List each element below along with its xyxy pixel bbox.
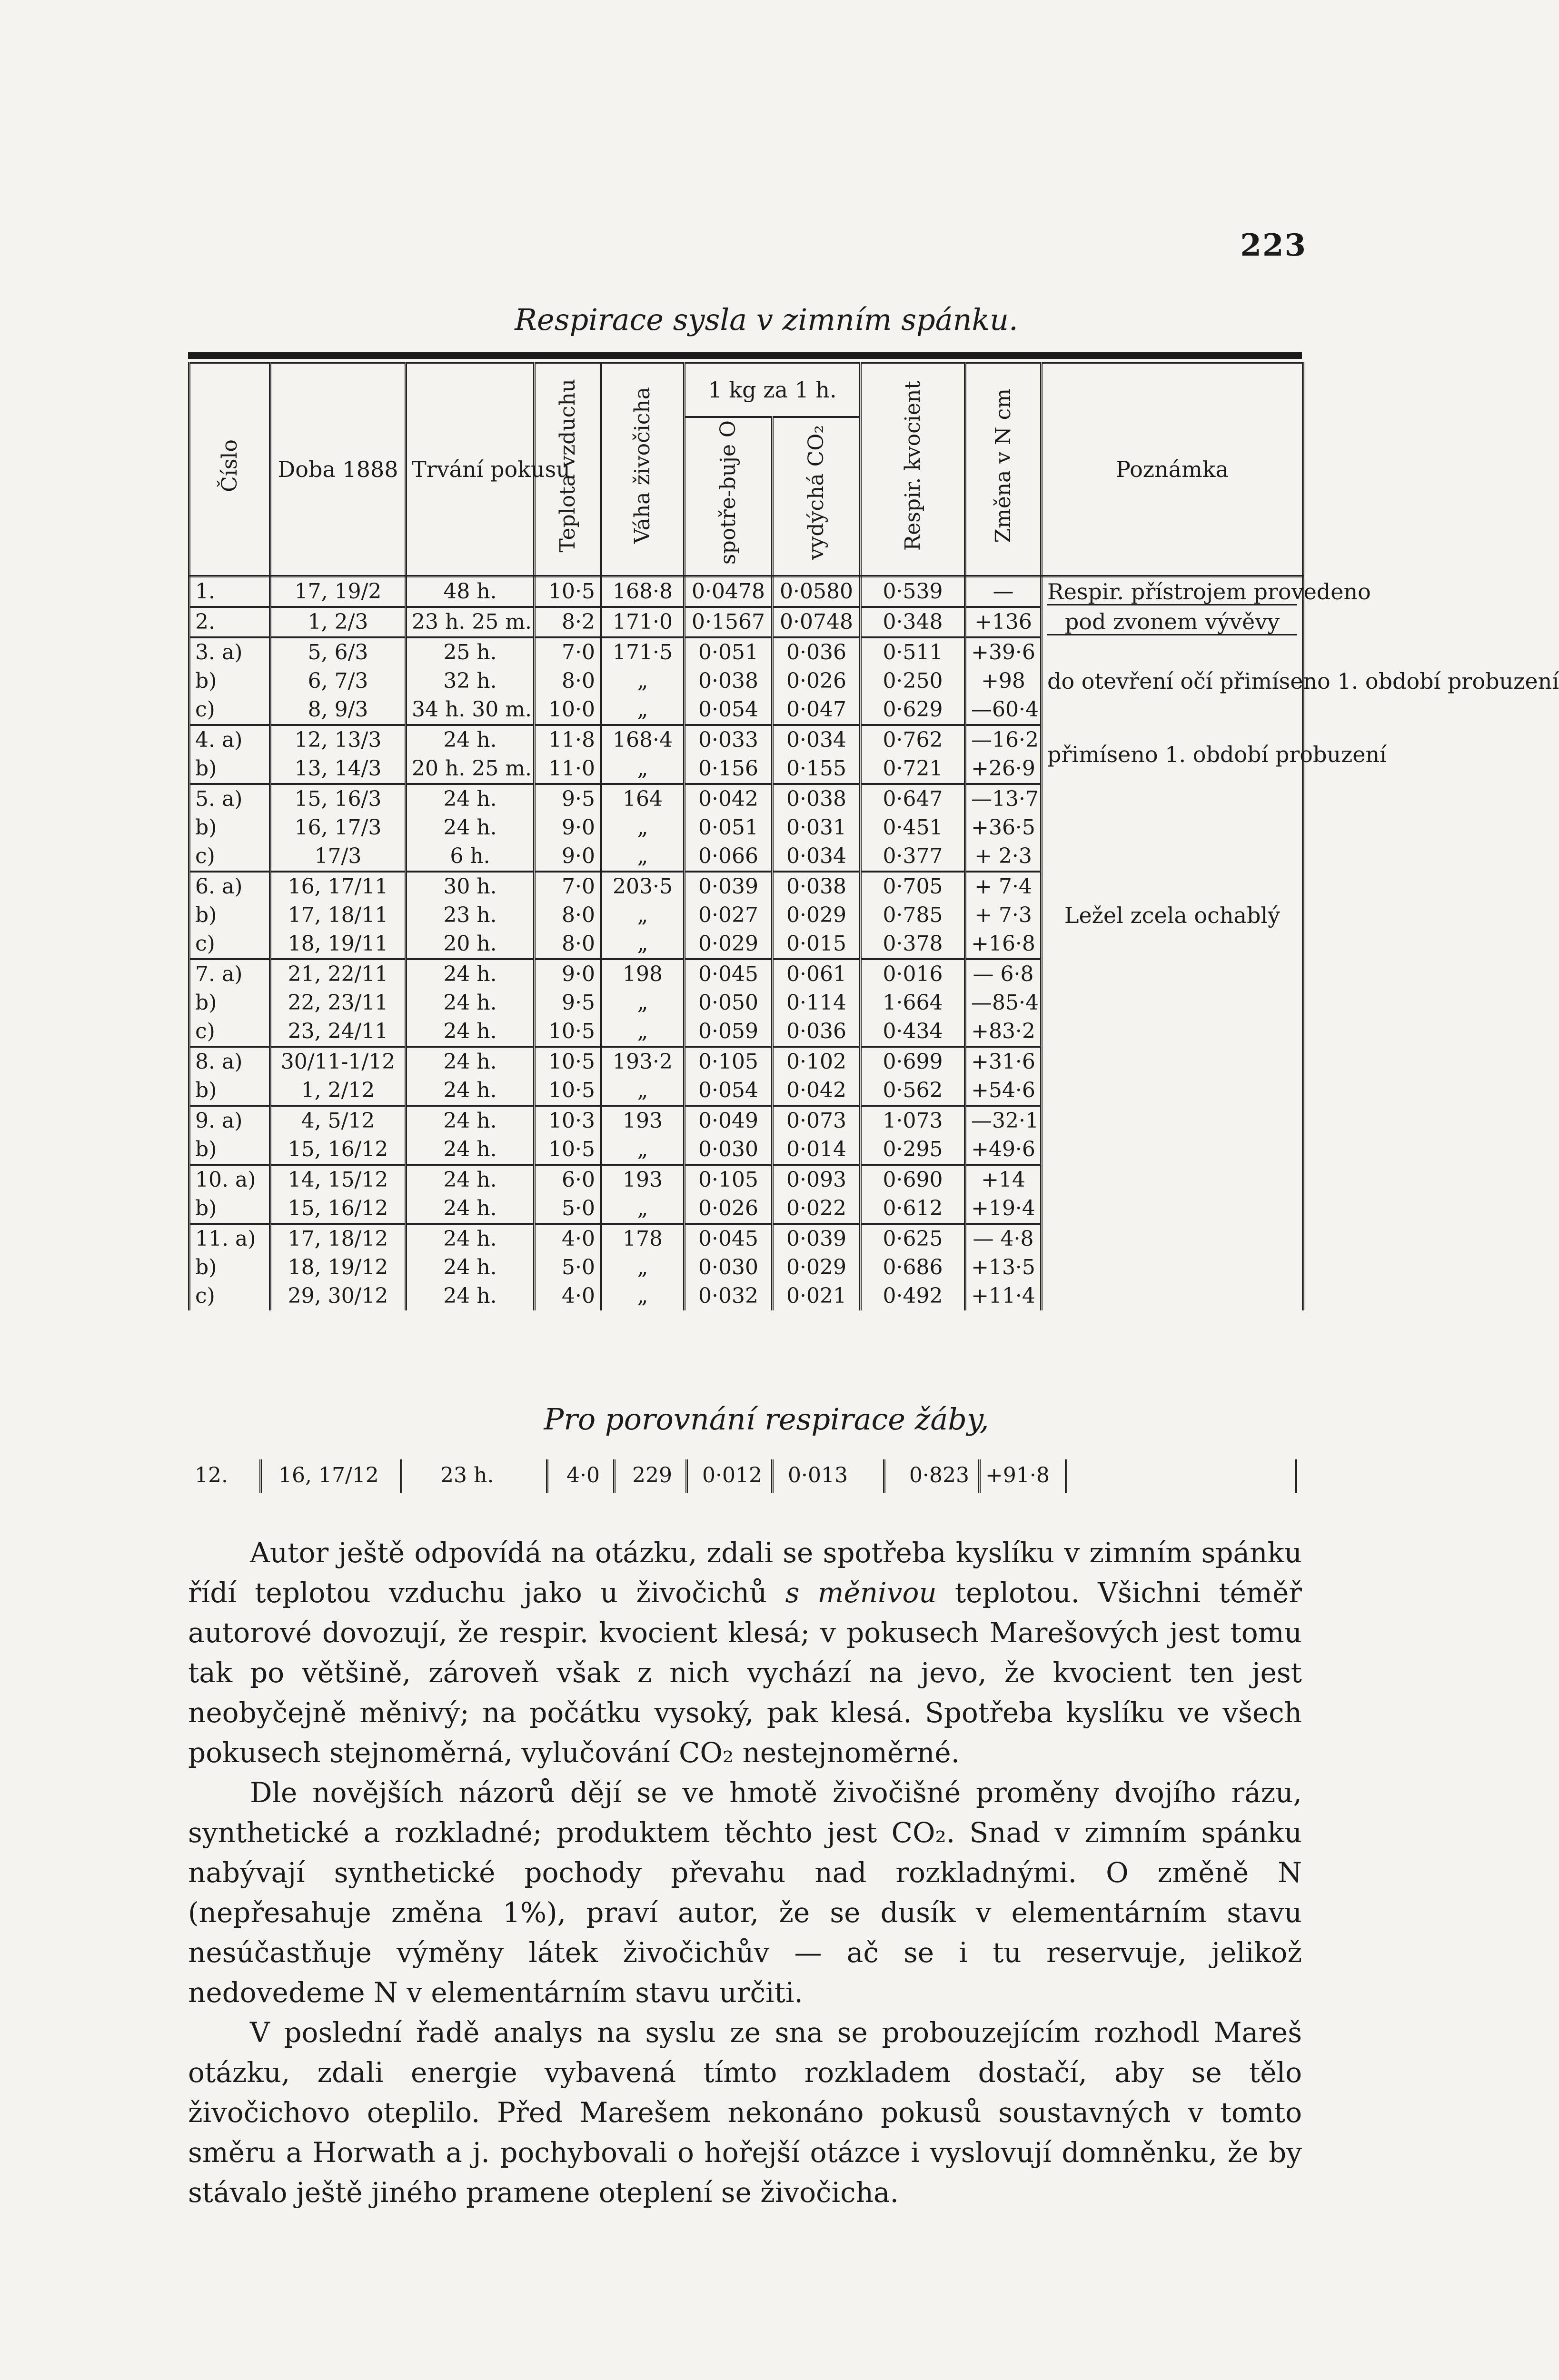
row-date: 18, 19/11 bbox=[270, 930, 406, 959]
row-id: b) bbox=[189, 1194, 270, 1224]
row-weight: 203·5 bbox=[601, 872, 685, 901]
comparison-rule bbox=[546, 1459, 548, 1493]
row-co2-exhaled: 0·014 bbox=[773, 1135, 861, 1165]
row-note bbox=[1042, 637, 1559, 725]
row-temperature: 11·8 bbox=[535, 725, 601, 754]
header-group-per-kg: 1 kg za 1 h. bbox=[685, 363, 861, 417]
row-oxygen-consumed: 0·026 bbox=[685, 1194, 773, 1224]
row-temperature: 9·0 bbox=[535, 813, 601, 842]
comparison-n: +91·8 bbox=[985, 1463, 1050, 1488]
paragraph-3: V poslední řadě analys na syslu ze sna se probouzejícím rozhodl Mareš otázku, zdali energie vybavená tímto rozkladem dostačí, aby se tělo živočichovo oteplilo. Před Marešem nekonáno pokusů soustavných v tomto směru a Horwath a j. pochybovali o hořejší otázce i vyslovují domněnku, že by stávalo ještě jiného pramene oteplení se živočicha. bbox=[188, 2016, 1302, 2209]
row-date: 4, 5/12 bbox=[270, 1106, 406, 1135]
row-co2-exhaled: 0·073 bbox=[773, 1106, 861, 1135]
row-respiratory-quotient: 1·073 bbox=[861, 1106, 965, 1135]
row-oxygen-consumed: 0·033 bbox=[685, 725, 773, 754]
top-rule bbox=[188, 352, 1302, 359]
row-duration: 34 h. 30 m. bbox=[406, 695, 535, 725]
row-date: 30/11-1/12 bbox=[270, 1047, 406, 1076]
row-respiratory-quotient: 0·250 bbox=[861, 667, 965, 695]
row-temperature: 4·0 bbox=[535, 1224, 601, 1253]
comparison-duration: 23 h. bbox=[440, 1463, 494, 1488]
row-date: 12, 13/3 bbox=[270, 725, 406, 754]
row-n-change: —85·4 bbox=[965, 989, 1042, 1017]
row-date: 16, 17/11 bbox=[270, 872, 406, 901]
row-weight: 164 bbox=[601, 784, 685, 813]
row-temperature: 5·0 bbox=[535, 1253, 601, 1282]
row-temperature: 11·0 bbox=[535, 754, 601, 784]
note-text: Respir. přístrojem provedeno bbox=[1047, 578, 1371, 605]
row-date: 17/3 bbox=[270, 842, 406, 872]
row-temperature: 5·0 bbox=[535, 1194, 601, 1224]
row-n-change: +14 bbox=[965, 1165, 1042, 1194]
row-weight: „ bbox=[601, 1076, 685, 1106]
row-oxygen-consumed: 0·054 bbox=[685, 1076, 773, 1106]
comparison-rule bbox=[1065, 1459, 1067, 1493]
row-weight: „ bbox=[601, 930, 685, 959]
row-note bbox=[1042, 607, 1303, 637]
comparison-co2: 0·013 bbox=[788, 1463, 848, 1488]
paragraph-1: Autor ještě odpovídá na otázku, zdali se spotřeba kyslíku v zimním spánku řídí teplotou vzduchu jako u živočichů s měnivou teplotou. Všichni téměř autorové dovozují, že respir. kvocient klesá; v pokusech Marešových jest tomu tak po většině, zároveň však z nich vychází na jevo, že kvocient ten jest neobyčejně měnivý; na počátku vysoký, pak klesá. Spotřeba kyslíku ve všech pokusech stejnoměrná, vylučování CO₂ nestejnoměrné. bbox=[188, 1537, 1302, 1769]
row-duration: 23 h. bbox=[406, 901, 535, 930]
row-date: 29, 30/12 bbox=[270, 1282, 406, 1310]
row-co2-exhaled: 0·114 bbox=[773, 989, 861, 1017]
row-co2-exhaled: 0·038 bbox=[773, 872, 861, 901]
comparison-id: 12. bbox=[195, 1463, 228, 1488]
row-co2-exhaled: 0·034 bbox=[773, 725, 861, 754]
row-co2-exhaled: 0·042 bbox=[773, 1076, 861, 1106]
header-teplota: Teplota vzduchu bbox=[535, 363, 601, 576]
row-id: 2. bbox=[189, 607, 270, 637]
row-note bbox=[1042, 959, 1303, 1310]
row-n-change: —13·7 bbox=[965, 784, 1042, 813]
table-row bbox=[189, 872, 1303, 901]
row-co2-exhaled: 0·155 bbox=[773, 754, 861, 784]
row-id: b) bbox=[189, 901, 270, 930]
comparison-rule bbox=[978, 1459, 981, 1493]
row-oxygen-consumed: 0·038 bbox=[685, 667, 773, 695]
row-respiratory-quotient: 0·434 bbox=[861, 1017, 965, 1047]
row-n-change: +98 bbox=[965, 667, 1042, 695]
row-duration: 32 h. bbox=[406, 667, 535, 695]
row-oxygen-consumed: 0·045 bbox=[685, 1224, 773, 1253]
row-respiratory-quotient: 0·647 bbox=[861, 784, 965, 813]
row-co2-exhaled: 0·034 bbox=[773, 842, 861, 872]
row-date: 14, 15/12 bbox=[270, 1165, 406, 1194]
header-vaha: Váha živočicha bbox=[601, 363, 685, 576]
row-n-change: — 6·8 bbox=[965, 959, 1042, 989]
row-respiratory-quotient: 0·511 bbox=[861, 637, 965, 667]
row-respiratory-quotient: 0·492 bbox=[861, 1282, 965, 1310]
row-oxygen-consumed: 0·030 bbox=[685, 1253, 773, 1282]
table-row bbox=[189, 576, 1303, 607]
row-n-change: + 7·4 bbox=[965, 872, 1042, 901]
row-oxygen-consumed: 0·0478 bbox=[685, 576, 773, 607]
row-respiratory-quotient: 0·690 bbox=[861, 1165, 965, 1194]
row-oxygen-consumed: 0·1567 bbox=[685, 607, 773, 637]
row-co2-exhaled: 0·026 bbox=[773, 667, 861, 695]
row-date: 6, 7/3 bbox=[270, 667, 406, 695]
row-weight: „ bbox=[601, 989, 685, 1017]
table-row bbox=[189, 784, 1303, 813]
row-temperature: 10·5 bbox=[535, 1047, 601, 1076]
row-respiratory-quotient: 0·625 bbox=[861, 1224, 965, 1253]
row-temperature: 10·3 bbox=[535, 1106, 601, 1135]
row-oxygen-consumed: 0·051 bbox=[685, 637, 773, 667]
row-id: c) bbox=[189, 1282, 270, 1310]
table-row bbox=[189, 725, 1303, 754]
row-duration: 24 h. bbox=[406, 1106, 535, 1135]
row-date: 1, 2/3 bbox=[270, 607, 406, 637]
row-respiratory-quotient: 0·629 bbox=[861, 695, 965, 725]
header-trvani: Trvání pokusu bbox=[406, 363, 535, 576]
body-text bbox=[188, 1533, 1302, 2212]
row-note bbox=[1042, 576, 1371, 607]
header-poznamka: Poznámka bbox=[1042, 363, 1303, 576]
row-duration: 20 h. bbox=[406, 930, 535, 959]
table-row bbox=[189, 637, 1303, 667]
row-id: 6. a) bbox=[189, 872, 270, 901]
row-co2-exhaled: 0·036 bbox=[773, 1017, 861, 1047]
row-oxygen-consumed: 0·051 bbox=[685, 813, 773, 842]
row-weight: „ bbox=[601, 754, 685, 784]
row-duration: 24 h. bbox=[406, 1076, 535, 1106]
row-temperature: 9·0 bbox=[535, 842, 601, 872]
row-id: b) bbox=[189, 989, 270, 1017]
row-temperature: 8·0 bbox=[535, 667, 601, 695]
row-respiratory-quotient: 0·016 bbox=[861, 959, 965, 989]
row-n-change: —16·2 bbox=[965, 725, 1042, 754]
comparison-rule bbox=[883, 1459, 885, 1493]
row-date: 17, 18/12 bbox=[270, 1224, 406, 1253]
row-weight: 193 bbox=[601, 1165, 685, 1194]
header-respir: Respir. kvocient bbox=[861, 363, 965, 576]
header-vydycha: vydýchá CO₂ bbox=[773, 417, 861, 576]
row-note bbox=[1042, 872, 1303, 959]
row-duration: 24 h. bbox=[406, 1224, 535, 1253]
row-n-change: +49·6 bbox=[965, 1135, 1042, 1165]
row-duration: 6 h. bbox=[406, 842, 535, 872]
row-duration: 48 h. bbox=[406, 576, 535, 607]
row-oxygen-consumed: 0·066 bbox=[685, 842, 773, 872]
row-duration: 24 h. bbox=[406, 813, 535, 842]
row-temperature: 10·5 bbox=[535, 1135, 601, 1165]
row-oxygen-consumed: 0·030 bbox=[685, 1135, 773, 1165]
row-temperature: 9·5 bbox=[535, 989, 601, 1017]
row-temperature: 9·5 bbox=[535, 784, 601, 813]
row-duration: 24 h. bbox=[406, 1165, 535, 1194]
row-duration: 23 h. 25 m. bbox=[406, 607, 535, 637]
row-respiratory-quotient: 0·539 bbox=[861, 576, 965, 607]
comparison-date: 16, 17/12 bbox=[278, 1463, 379, 1488]
row-date: 15, 16/3 bbox=[270, 784, 406, 813]
comparison-rule bbox=[685, 1459, 688, 1493]
row-note bbox=[1042, 784, 1303, 872]
row-weight: „ bbox=[601, 695, 685, 725]
row-oxygen-consumed: 0·049 bbox=[685, 1106, 773, 1135]
comparison-row bbox=[188, 1457, 1302, 1495]
row-temperature: 8·2 bbox=[535, 607, 601, 637]
row-co2-exhaled: 0·0580 bbox=[773, 576, 861, 607]
comparison-rule bbox=[771, 1459, 774, 1493]
row-co2-exhaled: 0·061 bbox=[773, 959, 861, 989]
row-temperature: 10·5 bbox=[535, 1076, 601, 1106]
header-doba: Doba 1888 bbox=[270, 363, 406, 576]
comparison-weight: 229 bbox=[632, 1463, 672, 1488]
comparison-rule bbox=[400, 1459, 402, 1493]
row-weight: „ bbox=[601, 1194, 685, 1224]
row-id: b) bbox=[189, 1253, 270, 1282]
row-respiratory-quotient: 0·377 bbox=[861, 842, 965, 872]
row-temperature: 6·0 bbox=[535, 1165, 601, 1194]
row-duration: 24 h. bbox=[406, 989, 535, 1017]
row-weight: 198 bbox=[601, 959, 685, 989]
row-weight: „ bbox=[601, 901, 685, 930]
row-co2-exhaled: 0·022 bbox=[773, 1194, 861, 1224]
row-duration: 24 h. bbox=[406, 1047, 535, 1076]
row-duration: 24 h. bbox=[406, 725, 535, 754]
row-weight: 168·4 bbox=[601, 725, 685, 754]
row-duration: 24 h. bbox=[406, 1253, 535, 1282]
row-oxygen-consumed: 0·156 bbox=[685, 754, 773, 784]
row-oxygen-consumed: 0·042 bbox=[685, 784, 773, 813]
row-respiratory-quotient: 0·612 bbox=[861, 1194, 965, 1224]
row-temperature: 10·5 bbox=[535, 576, 601, 607]
row-temperature: 7·0 bbox=[535, 637, 601, 667]
header-spotrebuje: spotře-buje O bbox=[685, 417, 773, 576]
row-id: 5. a) bbox=[189, 784, 270, 813]
table-title: Respirace sysla v zimním spánku. bbox=[515, 302, 1018, 337]
row-temperature: 8·0 bbox=[535, 930, 601, 959]
row-duration: 25 h. bbox=[406, 637, 535, 667]
row-id: 11. a) bbox=[189, 1224, 270, 1253]
row-n-change: +26·9 bbox=[965, 754, 1042, 784]
row-date: 21, 22/11 bbox=[270, 959, 406, 989]
row-date: 17, 19/2 bbox=[270, 576, 406, 607]
row-weight: 193·2 bbox=[601, 1047, 685, 1076]
row-weight: „ bbox=[601, 667, 685, 695]
row-weight: 171·0 bbox=[601, 607, 685, 637]
row-co2-exhaled: 0·021 bbox=[773, 1282, 861, 1310]
row-date: 15, 16/12 bbox=[270, 1194, 406, 1224]
page-number: 223 bbox=[1240, 228, 1307, 263]
row-oxygen-consumed: 0·105 bbox=[685, 1047, 773, 1076]
row-temperature: 4·0 bbox=[535, 1282, 601, 1310]
row-id: 8. a) bbox=[189, 1047, 270, 1076]
row-weight: „ bbox=[601, 1135, 685, 1165]
row-n-change: +83·2 bbox=[965, 1017, 1042, 1047]
row-respiratory-quotient: 0·348 bbox=[861, 607, 965, 637]
row-co2-exhaled: 0·015 bbox=[773, 930, 861, 959]
paragraph-2: Dle novějších názorů dějí se ve hmotě živočišné proměny dvojího rázu, synthetické a rozkladné; produktem těchto jest CO₂. Snad v zimním spánku nabývají synthetické pochody převahu nad rozkladnými. O změně N (nepřesahuje změna 1%), praví autor, že se dusík v elementárním stavu nesúčastňuje výměny látek živočichův — ač se i tu reservuje, jelikož nedovedeme N v elementárním stavu určiti. bbox=[188, 1776, 1302, 2009]
comparison-temp: 4·0 bbox=[566, 1463, 600, 1488]
comparison-title: Pro porovnání respirace žáby, bbox=[544, 1402, 989, 1437]
row-id: b) bbox=[189, 813, 270, 842]
row-respiratory-quotient: 0·378 bbox=[861, 930, 965, 959]
row-co2-exhaled: 0·102 bbox=[773, 1047, 861, 1076]
row-co2-exhaled: 0·029 bbox=[773, 901, 861, 930]
row-oxygen-consumed: 0·050 bbox=[685, 989, 773, 1017]
comparison-rule bbox=[259, 1459, 262, 1493]
row-n-change: +19·4 bbox=[965, 1194, 1042, 1224]
row-id: 7. a) bbox=[189, 959, 270, 989]
row-respiratory-quotient: 0·451 bbox=[861, 813, 965, 842]
row-respiratory-quotient: 1·664 bbox=[861, 989, 965, 1017]
row-n-change: + 2·3 bbox=[965, 842, 1042, 872]
row-weight: „ bbox=[601, 1017, 685, 1047]
row-id: c) bbox=[189, 842, 270, 872]
header-cislo: Číslo bbox=[189, 363, 270, 576]
row-temperature: 7·0 bbox=[535, 872, 601, 901]
row-temperature: 10·5 bbox=[535, 1017, 601, 1047]
comparison-o2: 0·012 bbox=[702, 1463, 762, 1488]
table-row bbox=[189, 959, 1303, 989]
row-respiratory-quotient: 0·705 bbox=[861, 872, 965, 901]
row-n-change: +136 bbox=[965, 607, 1042, 637]
row-co2-exhaled: 0·029 bbox=[773, 1253, 861, 1282]
row-id: c) bbox=[189, 1017, 270, 1047]
row-respiratory-quotient: 0·295 bbox=[861, 1135, 965, 1165]
row-date: 22, 23/11 bbox=[270, 989, 406, 1017]
row-id: b) bbox=[189, 1135, 270, 1165]
row-temperature: 9·0 bbox=[535, 959, 601, 989]
note-text: Ležel zcela ochablý bbox=[1064, 902, 1281, 928]
row-id: b) bbox=[189, 1076, 270, 1106]
row-oxygen-consumed: 0·032 bbox=[685, 1282, 773, 1310]
row-id: 4. a) bbox=[189, 725, 270, 754]
row-note bbox=[1042, 725, 1387, 784]
respiration-table bbox=[188, 362, 1559, 1310]
row-temperature: 10·0 bbox=[535, 695, 601, 725]
row-weight: 171·5 bbox=[601, 637, 685, 667]
table-body bbox=[189, 576, 1559, 1311]
row-respiratory-quotient: 0·785 bbox=[861, 901, 965, 930]
row-respiratory-quotient: 0·699 bbox=[861, 1047, 965, 1076]
row-respiratory-quotient: 0·562 bbox=[861, 1076, 965, 1106]
row-duration: 20 h. 25 m. bbox=[406, 754, 535, 784]
comparison-rule bbox=[613, 1459, 616, 1493]
row-duration: 24 h. bbox=[406, 1194, 535, 1224]
row-co2-exhaled: 0·039 bbox=[773, 1224, 861, 1253]
row-n-change: —60·4 bbox=[965, 695, 1042, 725]
row-oxygen-consumed: 0·105 bbox=[685, 1165, 773, 1194]
row-id: b) bbox=[189, 754, 270, 784]
row-temperature: 8·0 bbox=[535, 901, 601, 930]
row-oxygen-consumed: 0·029 bbox=[685, 930, 773, 959]
row-id: c) bbox=[189, 930, 270, 959]
note-text: do otevření očí přimíseno 1. období probuzení bbox=[1047, 668, 1559, 694]
row-weight: 193 bbox=[601, 1106, 685, 1135]
row-co2-exhaled: 0·031 bbox=[773, 813, 861, 842]
row-date: 16, 17/3 bbox=[270, 813, 406, 842]
row-n-change: +31·6 bbox=[965, 1047, 1042, 1076]
row-id: 3. a) bbox=[189, 637, 270, 667]
note-text: přimíseno 1. období probuzení bbox=[1047, 742, 1387, 767]
row-duration: 24 h. bbox=[406, 1135, 535, 1165]
row-n-change: +13·5 bbox=[965, 1253, 1042, 1282]
row-n-change: +36·5 bbox=[965, 813, 1042, 842]
row-n-change: — bbox=[965, 576, 1042, 607]
row-date: 17, 18/11 bbox=[270, 901, 406, 930]
emphasis: s měnivou bbox=[785, 1577, 937, 1609]
row-respiratory-quotient: 0·762 bbox=[861, 725, 965, 754]
row-n-change: +11·4 bbox=[965, 1282, 1042, 1310]
row-date: 8, 9/3 bbox=[270, 695, 406, 725]
row-oxygen-consumed: 0·027 bbox=[685, 901, 773, 930]
row-oxygen-consumed: 0·045 bbox=[685, 959, 773, 989]
row-n-change: — 4·8 bbox=[965, 1224, 1042, 1253]
row-co2-exhaled: 0·047 bbox=[773, 695, 861, 725]
row-oxygen-consumed: 0·039 bbox=[685, 872, 773, 901]
comparison-rq: 0·823 bbox=[909, 1463, 969, 1488]
row-date: 13, 14/3 bbox=[270, 754, 406, 784]
row-date: 18, 19/12 bbox=[270, 1253, 406, 1282]
row-date: 1, 2/12 bbox=[270, 1076, 406, 1106]
row-n-change: +54·6 bbox=[965, 1076, 1042, 1106]
row-n-change: —32·1 bbox=[965, 1106, 1042, 1135]
comparison-rule bbox=[1295, 1459, 1297, 1493]
row-co2-exhaled: 0·0748 bbox=[773, 607, 861, 637]
row-duration: 24 h. bbox=[406, 784, 535, 813]
row-date: 15, 16/12 bbox=[270, 1135, 406, 1165]
table-row bbox=[189, 607, 1303, 637]
row-respiratory-quotient: 0·721 bbox=[861, 754, 965, 784]
note-text: pod zvonem vývěvy bbox=[1047, 609, 1297, 635]
row-oxygen-consumed: 0·059 bbox=[685, 1017, 773, 1047]
row-duration: 30 h. bbox=[406, 872, 535, 901]
row-id: c) bbox=[189, 695, 270, 725]
row-id: 10. a) bbox=[189, 1165, 270, 1194]
header-zmena: Změna v N cm bbox=[965, 363, 1042, 576]
row-n-change: + 7·3 bbox=[965, 901, 1042, 930]
row-n-change: +39·6 bbox=[965, 637, 1042, 667]
row-n-change: +16·8 bbox=[965, 930, 1042, 959]
row-weight: 168·8 bbox=[601, 576, 685, 607]
row-weight: „ bbox=[601, 1282, 685, 1310]
row-weight: „ bbox=[601, 1253, 685, 1282]
row-id: 1. bbox=[189, 576, 270, 607]
row-date: 23, 24/11 bbox=[270, 1017, 406, 1047]
row-weight: 178 bbox=[601, 1224, 685, 1253]
row-id: 9. a) bbox=[189, 1106, 270, 1135]
row-weight: „ bbox=[601, 842, 685, 872]
row-id: b) bbox=[189, 667, 270, 695]
row-oxygen-consumed: 0·054 bbox=[685, 695, 773, 725]
row-duration: 24 h. bbox=[406, 1017, 535, 1047]
row-date: 5, 6/3 bbox=[270, 637, 406, 667]
row-duration: 24 h. bbox=[406, 1282, 535, 1310]
row-respiratory-quotient: 0·686 bbox=[861, 1253, 965, 1282]
row-co2-exhaled: 0·093 bbox=[773, 1165, 861, 1194]
row-weight: „ bbox=[601, 813, 685, 842]
row-co2-exhaled: 0·038 bbox=[773, 784, 861, 813]
row-co2-exhaled: 0·036 bbox=[773, 637, 861, 667]
row-duration: 24 h. bbox=[406, 959, 535, 989]
